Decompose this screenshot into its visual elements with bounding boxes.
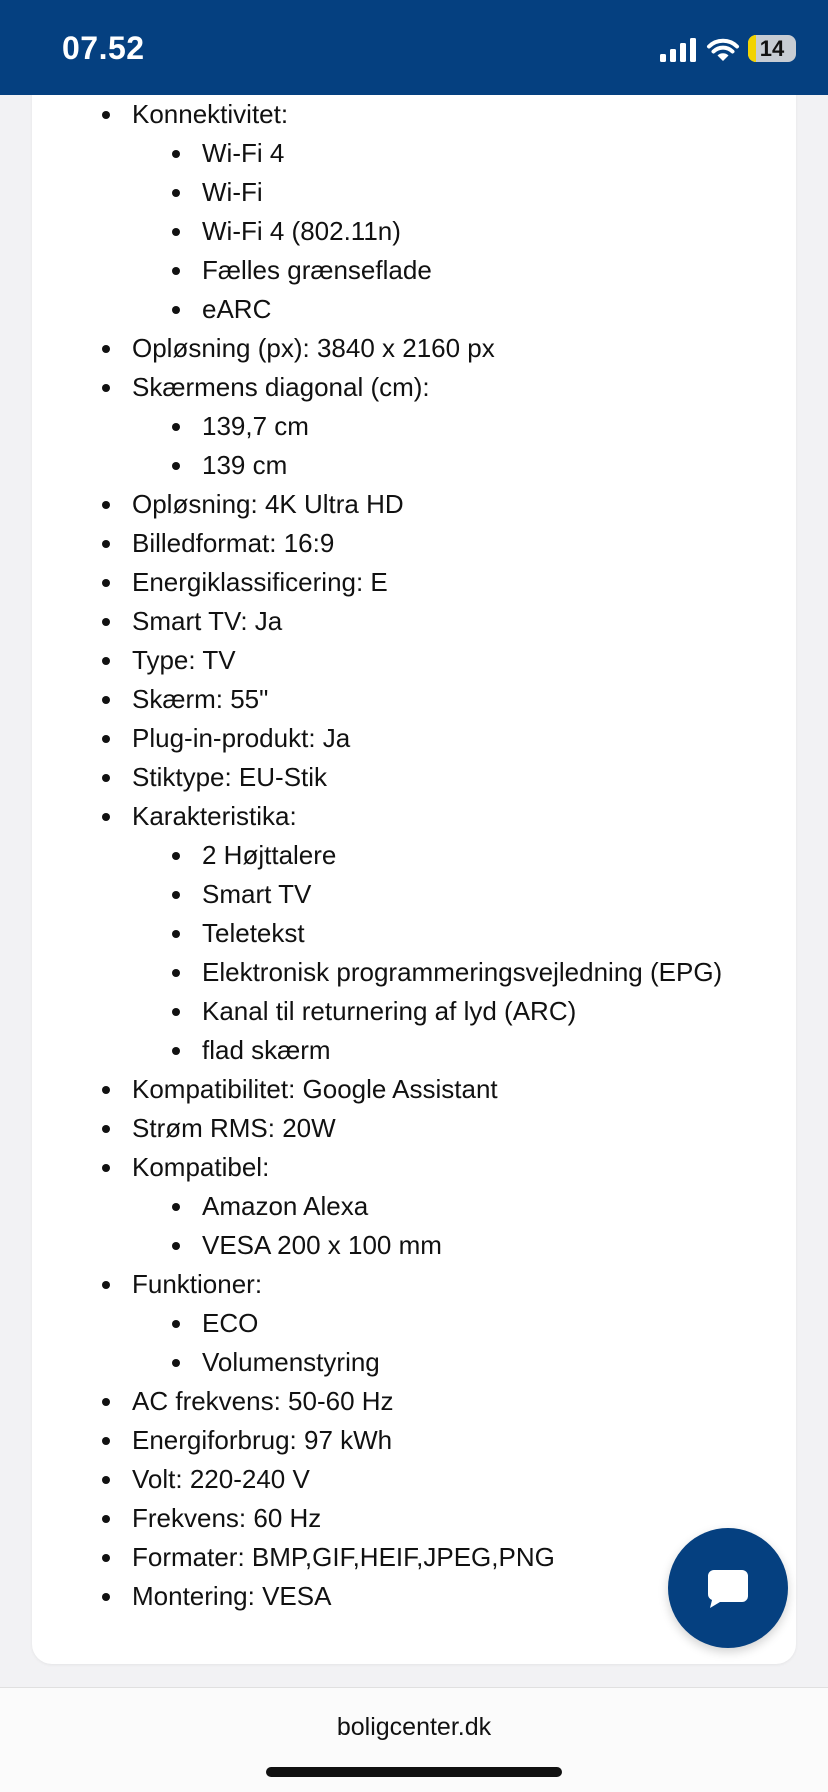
spec-sub-item: 139,7 cm <box>32 407 796 446</box>
spec-sub-item: Smart TV <box>32 875 796 914</box>
spec-item: Funktioner: <box>32 1265 796 1304</box>
spec-sub-item: Kanal til returnering af lyd (ARC) <box>32 992 796 1031</box>
spec-sub-item: flad skærm <box>32 1031 796 1070</box>
spec-sub-item: Teletekst <box>32 914 796 953</box>
chat-bubble-icon <box>706 1566 750 1610</box>
spec-sub-item: 2 Højttalere <box>32 836 796 875</box>
spec-item: Kompatibel: <box>32 1148 796 1187</box>
status-bar <box>0 0 828 95</box>
spec-item: Skærm: 55" <box>32 680 796 719</box>
spec-item: Skærmens diagonal (cm): <box>32 368 796 407</box>
browser-bottom-bar <box>0 1687 828 1792</box>
status-time: 07.52 <box>62 30 145 66</box>
spec-item: Smart TV: Ja <box>32 602 796 641</box>
spec-item: Karakteristika: <box>32 797 796 836</box>
url-domain[interactable]: boligcenter.dk <box>336 1713 492 1741</box>
spec-sub-item: Amazon Alexa <box>32 1187 796 1226</box>
spec-sub-item: ECO <box>32 1304 796 1343</box>
cellular-signal-icon <box>660 38 698 62</box>
spec-sub-item: eARC <box>32 290 796 329</box>
spec-item: Volt: 220-240 V <box>32 1460 796 1499</box>
spec-item: Kompatibilitet: Google Assistant <box>32 1070 796 1109</box>
spec-sub-item: VESA 200 x 100 mm <box>32 1226 796 1265</box>
spec-item: Opløsning (px): 3840 x 2160 px <box>32 329 796 368</box>
spec-item: AC frekvens: 50-60 Hz <box>32 1382 796 1421</box>
spec-item: Energiklassificering: E <box>32 563 796 602</box>
chat-button[interactable] <box>668 1528 788 1648</box>
home-indicator[interactable] <box>266 1767 562 1777</box>
product-spec-card <box>32 60 796 1664</box>
spec-item: Plug-in-produkt: Ja <box>32 719 796 758</box>
spec-sub-item: Wi-Fi 4 (802.11n) <box>32 212 796 251</box>
battery-icon <box>748 35 796 62</box>
spec-item: Opløsning: 4K Ultra HD <box>32 485 796 524</box>
spec-list <box>32 95 796 1616</box>
spec-sub-item: Wi-Fi <box>32 173 796 212</box>
spec-item: Energiforbrug: 97 kWh <box>32 1421 796 1460</box>
spec-sub-item: Volumenstyring <box>32 1343 796 1382</box>
spec-sub-item: Elektronisk programmeringsvejledning (EPG) <box>32 953 796 992</box>
spec-item: Montering: VESA <box>32 1577 796 1616</box>
wifi-icon <box>706 36 740 62</box>
spec-sub-item: 139 cm <box>32 446 796 485</box>
spec-sub-item: Wi-Fi 4 <box>32 134 796 173</box>
spec-item: Frekvens: 60 Hz <box>32 1499 796 1538</box>
spec-item: Formater: BMP,GIF,HEIF,JPEG,PNG <box>32 1538 796 1577</box>
spec-item: Konnektivitet: <box>32 95 796 134</box>
spec-item: Type: TV <box>32 641 796 680</box>
spec-item: Billedformat: 16:9 <box>32 524 796 563</box>
spec-sub-item: Fælles grænseflade <box>32 251 796 290</box>
spec-item: Strøm RMS: 20W <box>32 1109 796 1148</box>
spec-item: Stiktype: EU-Stik <box>32 758 796 797</box>
battery-level: 14 <box>759 36 785 61</box>
